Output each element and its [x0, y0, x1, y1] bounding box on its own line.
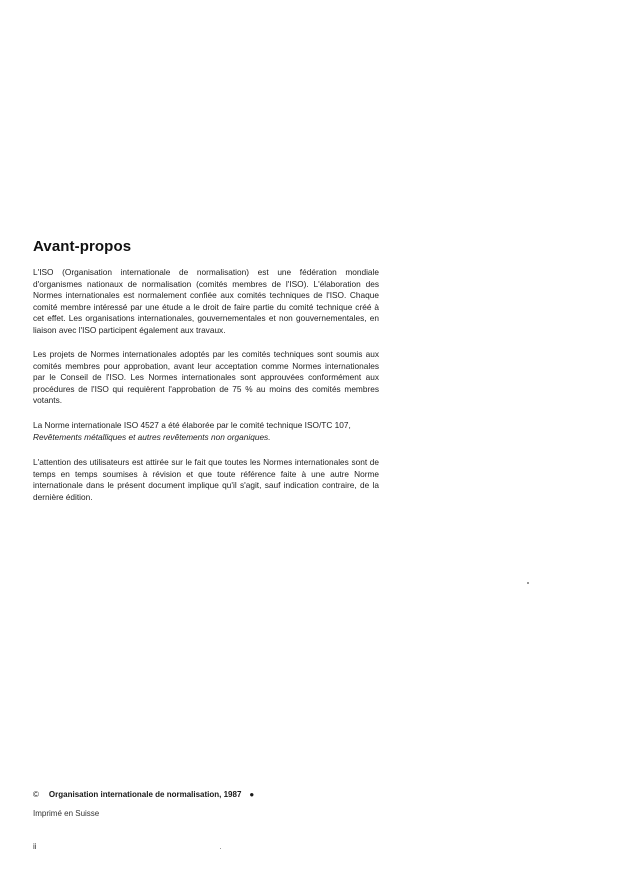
paragraph-text: [33, 420, 379, 443]
paragraph-iso-intro: [33, 267, 379, 336]
paragraph-text: Les projets de Normes internationales adoptés par les comités techniques sont soumis aux comités membres pour approbation, avant leur acceptation comme Normes internationales par le Conseil de l'ISO. Les Normes internationales sont approuvées conformément aux procédures de l'ISO qui requièrent l'approbation de 75 % au moins des comités membres votants.: [33, 349, 379, 405]
paragraph-text: L'ISO (Organisation internationale de normalisation) est une fédération mondiale d'organismes nationaux de normalisation (comités membres de l'ISO). L'élaboration des Normes internationales est normalement confiée aux comités techniques de l'ISO. Chaque comité membre intéressé par une étude a le droit de faire partie du comité technique créé à cet effet. Les organisations internationales, gouvernementales et non gouvernementales, en liaison avec l'ISO participent également aux travaux.: [33, 267, 379, 335]
committee-title: Revêtements métalliques et autres revêtements non organiques.: [33, 431, 271, 442]
page-number: ii: [33, 842, 37, 851]
copyright-icon: ©: [33, 790, 39, 799]
paragraph-draft-standards: [33, 349, 379, 407]
bullet-icon: ●: [249, 790, 255, 799]
printed-in: Imprimé en Suisse: [33, 809, 100, 818]
paragraph-standard-origin: [33, 420, 379, 443]
page-title: Avant-propos: [33, 238, 132, 255]
scan-speck: [527, 582, 529, 584]
paragraph-text: L'attention des utilisateurs est attirée sur le fait que toutes les Normes internationales sont de temps en temps soumises à révision et que toute référence faite à une autre Norme internationale dans le présent document implique qu'il s'agit, sauf indication contraire, de la dernière édition.: [33, 457, 379, 502]
paragraph-line: La Norme internationale ISO 4527 a été élaborée par le comité technique ISO/TC 107,: [33, 420, 351, 430]
paragraph-revision-notice: [33, 457, 379, 503]
scan-speck: [220, 848, 221, 849]
copyright-line: [33, 790, 254, 799]
copyright-text: Organisation internationale de normalisation, 1987: [48, 790, 242, 799]
